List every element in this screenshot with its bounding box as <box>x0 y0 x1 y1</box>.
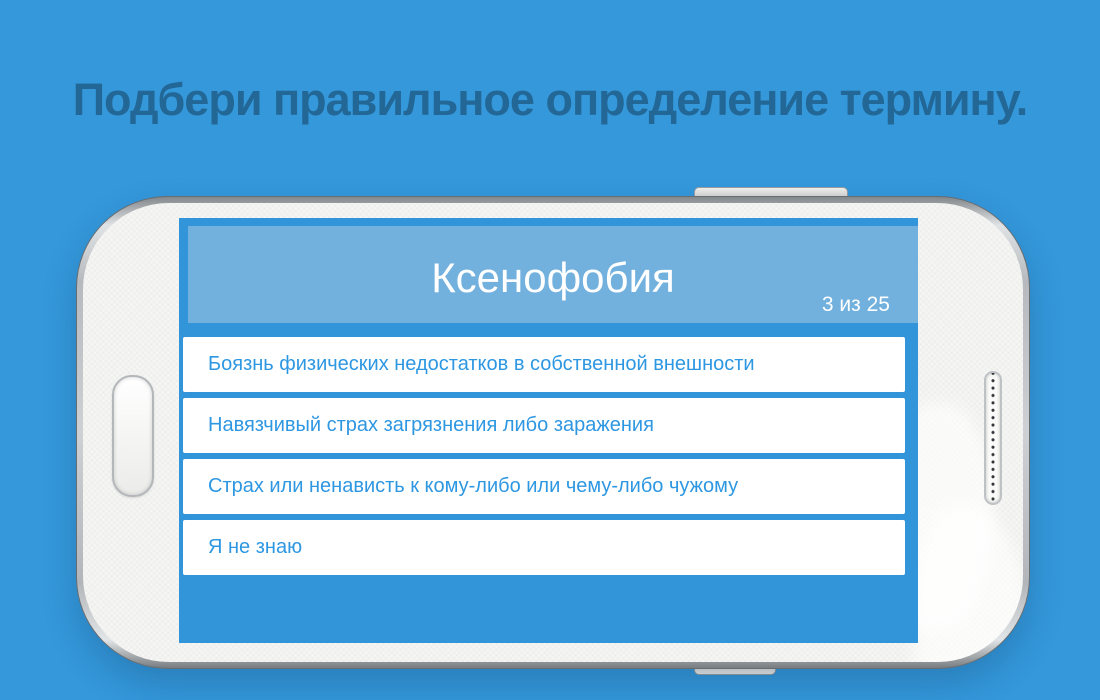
answer-label: Страх или ненависть к кому-либо или чему-либо чужому <box>208 475 739 497</box>
answer-label: Боязнь физических недостатков в собственной внешности <box>208 353 755 375</box>
answer-option-2[interactable] <box>183 398 905 453</box>
progress-counter: 3 из 25 <box>821 293 890 316</box>
answer-option-4[interactable] <box>183 520 905 575</box>
page-title: Подбери правильное определение термину. <box>72 74 1028 125</box>
answer-label: Я не знаю <box>208 536 303 558</box>
term-title: Ксенофобия <box>431 254 675 301</box>
answer-list <box>183 337 905 581</box>
answer-option-1[interactable] <box>183 337 905 392</box>
home-button-icon <box>112 375 154 497</box>
answer-option-3[interactable] <box>183 459 905 514</box>
quiz-app-screen <box>179 218 918 643</box>
bezel-reflection <box>913 503 1023 662</box>
answer-label: Навязчивый страх загрязнения либо заражения <box>208 414 654 436</box>
question-header <box>188 226 918 323</box>
speaker-grille-icon <box>984 371 1002 505</box>
